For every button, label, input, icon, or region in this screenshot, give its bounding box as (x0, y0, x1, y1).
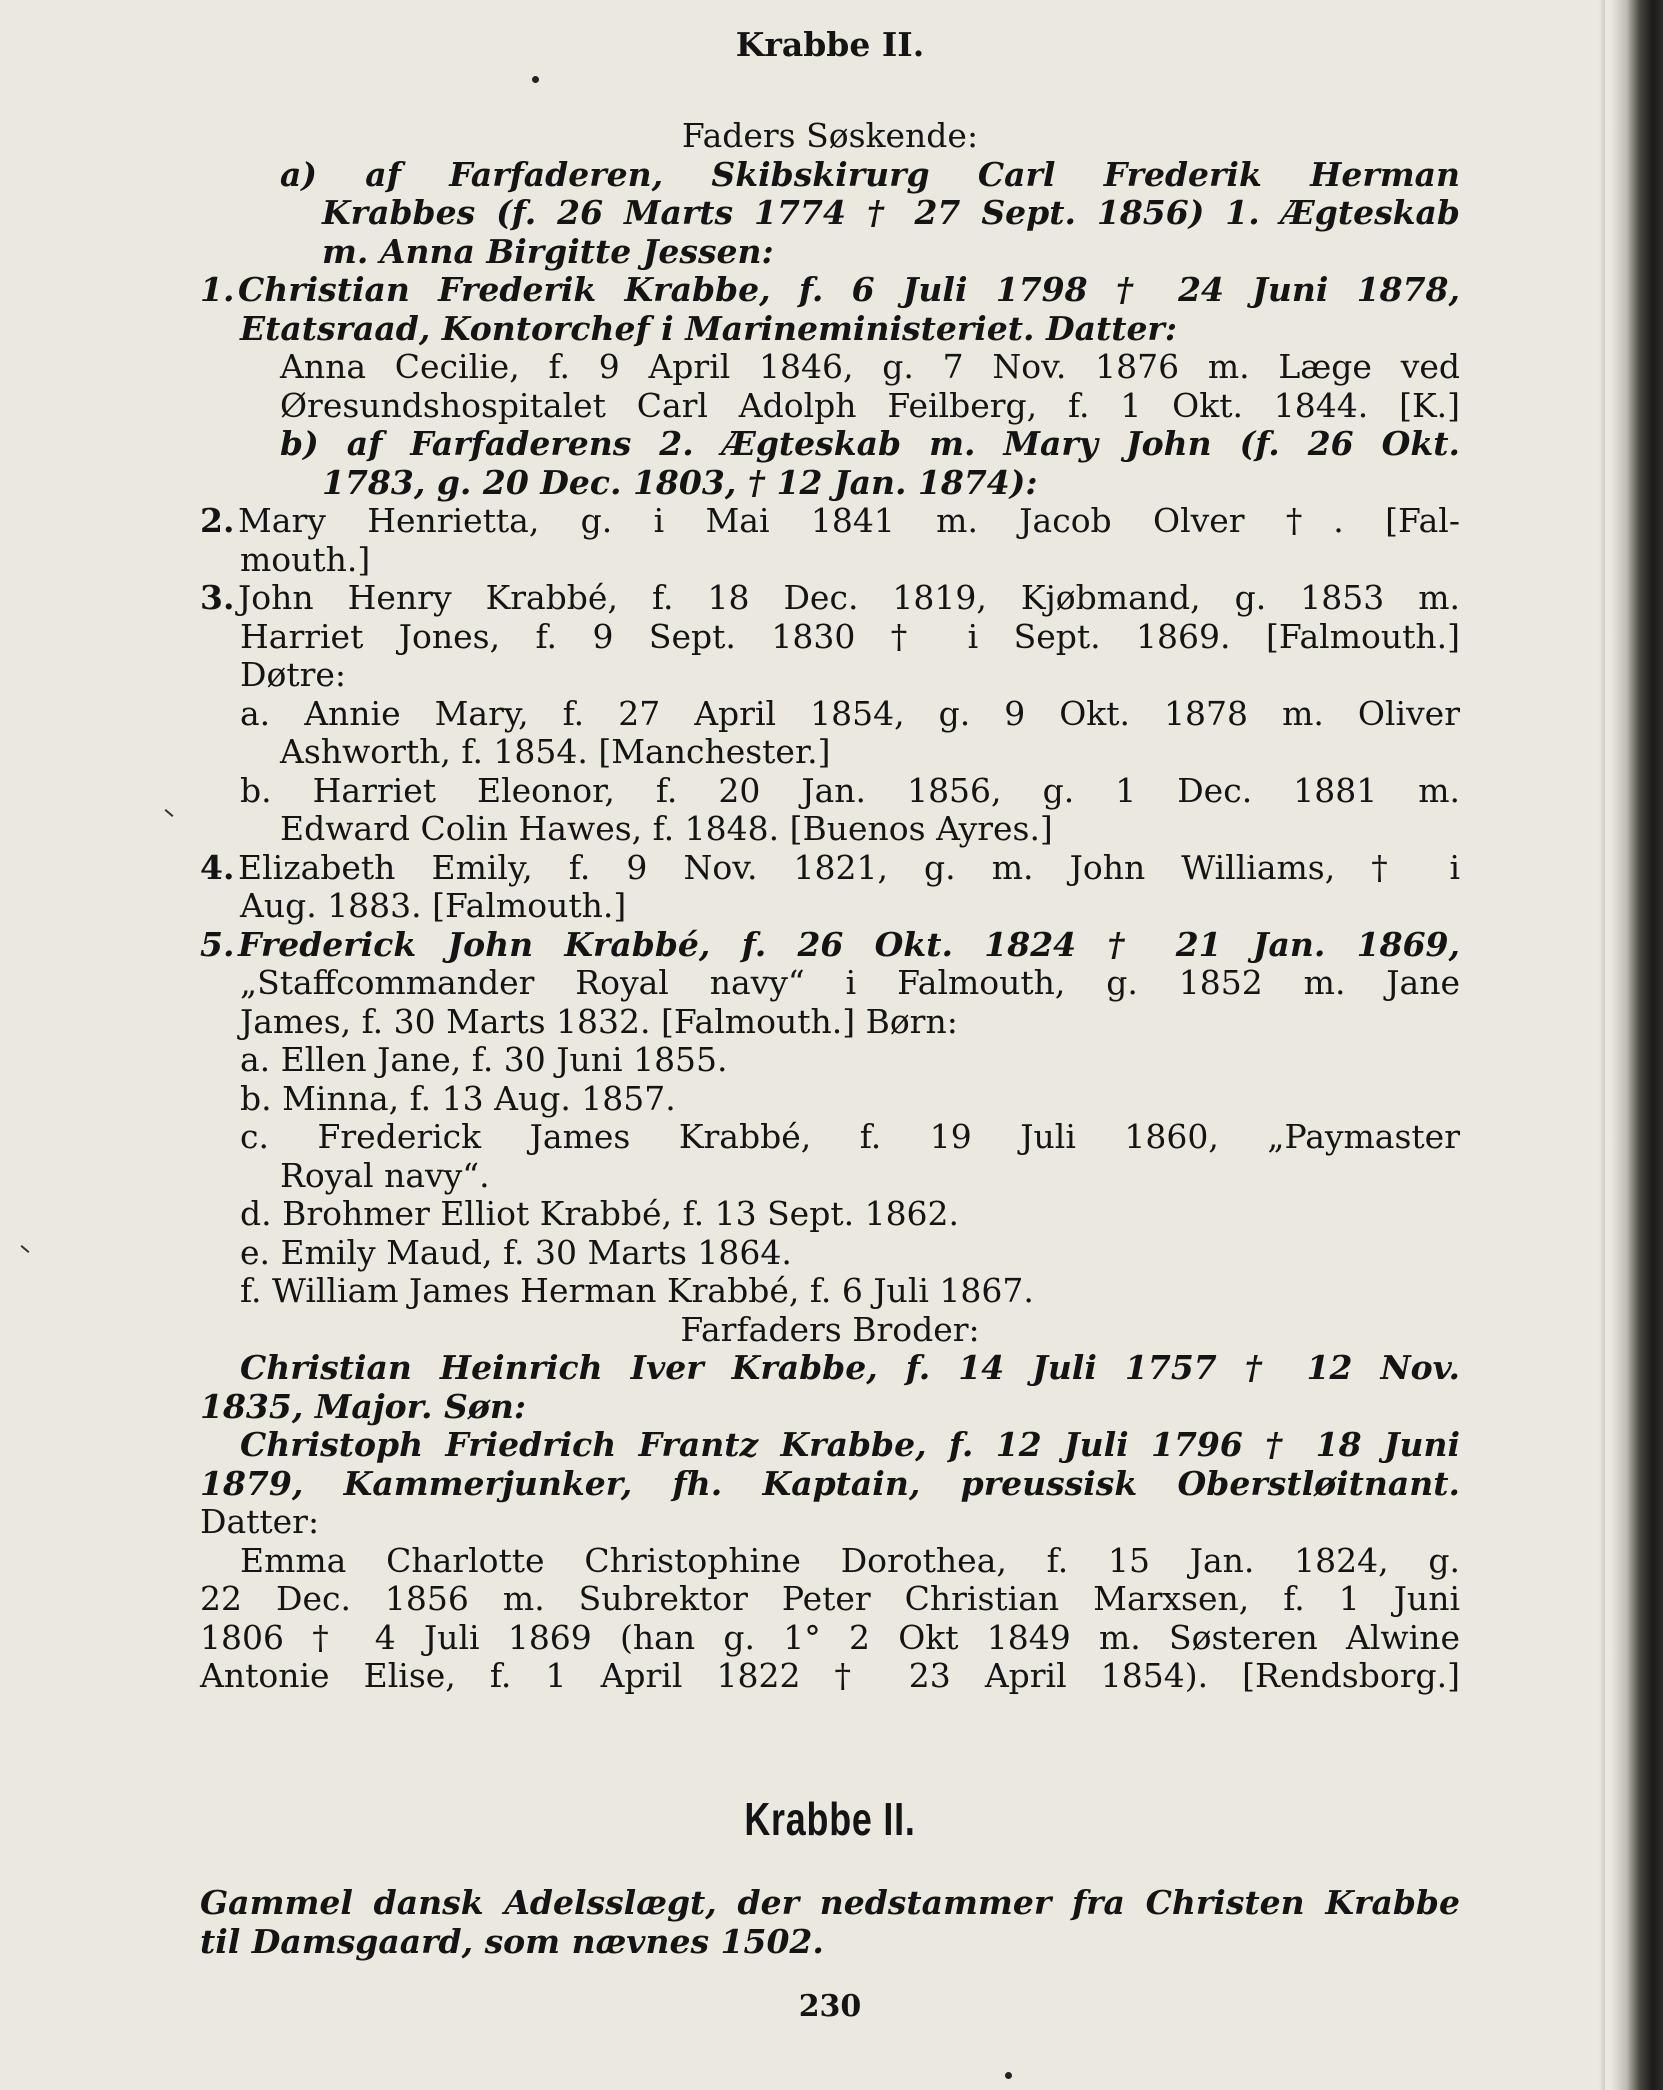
text-line (200, 348, 1460, 387)
line-text: Anna Cecilie, f. 9 April 1846, g. 7 Nov. 1876 m. Læge ved (280, 347, 1460, 386)
line-text: 1835, Major. Søn: (200, 1386, 527, 1426)
line-text: Aug. 1883. [Falmouth.] (240, 886, 627, 925)
line-text: a. Annie Mary, f. 27 April 1854, g. 9 Okt. 1878 m. Oliver (240, 693, 1460, 733)
line-text: Mary Henrietta, g. i Mai 1841 m. Jacob Olver †. [Fal- (238, 501, 1460, 540)
line-text: Emma Charlotte Christophine Dorothea, f. 15 Jan. 1824, g. (240, 1540, 1460, 1580)
line-text: e. Emily Maud, f. 30 Marts 1864. (240, 1232, 792, 1272)
text-line (200, 156, 1460, 195)
running-header: Krabbe II. (735, 25, 925, 64)
text-line (200, 810, 1460, 849)
text-line (200, 695, 1460, 734)
entry-number: 5. (200, 924, 235, 964)
ink-speck (1005, 2072, 1012, 2079)
line-text: mouth.] (240, 539, 371, 579)
binding-shadow (1599, 0, 1605, 2090)
text-line (200, 1003, 1460, 1042)
line-text: Royal navy“. (280, 1155, 490, 1195)
line-text: b. Minna, f. 13 Aug. 1857. (240, 1078, 676, 1118)
line-text: „Staffcommander Royal navy“ i Falmouth, g. 1852 m. Jane (240, 963, 1460, 1002)
page-number: 230 (798, 1989, 862, 2024)
text-line (200, 1195, 1460, 1234)
line-text: Krabbes (f. 26 Marts 1774 † 27 Sept. 1856) 1. Ægteskab (322, 193, 1460, 232)
text-line (200, 618, 1460, 657)
text-line (200, 1657, 1460, 1696)
text-line (200, 1426, 1460, 1465)
line-text: m. Anna Birgitte Jessen: (322, 231, 774, 271)
line-text: James, f. 30 Marts 1832. [Falmouth.] Børn: (240, 1001, 958, 1041)
text-line (200, 271, 1460, 310)
text-line (200, 233, 1460, 272)
section-description (200, 1884, 1460, 1961)
text-line (200, 1542, 1460, 1581)
text-line (200, 1118, 1460, 1157)
line-text: Christian Frederik Krabbe, f. 6 Juli 1798 † 24 Juni 1878, (238, 270, 1460, 309)
line-text: Edward Colin Hawes, f. 1848. [Buenos Ayres.] (280, 809, 1053, 848)
line-text: Farfaders Broder: (680, 1309, 980, 1349)
text-line (200, 926, 1460, 965)
text-line (200, 1041, 1460, 1080)
text-line (200, 1311, 1460, 1350)
line-text: Etatsraad, Kontorchef i Marineministeriet. Datter: (240, 308, 1178, 348)
line-text: Faders Søskende: (681, 116, 979, 155)
line-text: a) af Farfaderen, Skibskirurg Carl Frederik Herman (280, 154, 1460, 194)
text-line (200, 310, 1460, 349)
text-line (200, 1349, 1460, 1388)
line-text: c. Frederick James Krabbé, f. 19 Juli 1860, „Paymaster (240, 1117, 1460, 1156)
entry-number: 1. (200, 270, 235, 309)
line-text: d. Brohmer Elliot Krabbé, f. 13 Sept. 1862. (240, 1194, 960, 1233)
text-line (200, 387, 1460, 426)
text-line (200, 425, 1460, 464)
entry-number: 2. (200, 501, 235, 540)
text-line (200, 541, 1460, 580)
line-text: Harriet Jones, f. 9 Sept. 1830 † i Sept. 1869. [Falmouth.] (240, 616, 1460, 656)
line-text: Christian Heinrich Iver Krabbe, f. 14 Juli 1757 † 12 Nov. (240, 1348, 1460, 1387)
text-line (200, 1619, 1460, 1658)
text-line (200, 733, 1460, 772)
entry-number: 3. (200, 578, 235, 617)
line-text: Christoph Friedrich Frantz Krabbe, f. 12 Juli 1796 † 18 Juni (240, 1425, 1460, 1464)
line-text: b. Harriet Eleonor, f. 20 Jan. 1856, g. 1 Dec. 1881 m. (240, 770, 1460, 810)
body-text (200, 117, 1460, 1696)
line-text: Antonie Elise, f. 1 April 1822 † 23 April 1854). [Rendsborg.] (200, 1656, 1460, 1695)
text-line (200, 194, 1460, 233)
section-description-line: til Damsgaard, som nævnes 1502. (200, 1921, 824, 1961)
entry-number: 4. (200, 847, 235, 887)
line-text: b) af Farfaderens 2. Ægteskab m. Mary John (f. 26 Okt. (280, 424, 1460, 463)
text-line (200, 1580, 1460, 1619)
line-text: Ashworth, f. 1854. [Manchester.] (280, 732, 831, 771)
line-text: John Henry Krabbé, f. 18 Dec. 1819, Kjøbmand, g. 1853 m. (238, 578, 1460, 617)
text-line (200, 1503, 1460, 1542)
line-text: Elizabeth Emily, f. 9 Nov. 1821, g. m. John Williams, † i (238, 847, 1460, 887)
line-text: a. Ellen Jane, f. 30 Juni 1855. (240, 1040, 728, 1079)
line-text: f. William James Herman Krabbé, f. 6 Juli 1867. (240, 1271, 1034, 1310)
line-text: Døtre: (240, 655, 347, 694)
text-line (200, 117, 1460, 156)
text-line (200, 1157, 1460, 1196)
line-text: 1783, g. 20 Dec. 1803, † 12 Jan. 1874): (322, 462, 1038, 502)
text-line (200, 579, 1460, 618)
line-text: 22 Dec. 1856 m. Subrektor Peter Christian Marxsen, f. 1 Juni (200, 1579, 1460, 1618)
line-text: Datter: (200, 1502, 320, 1541)
text-line (200, 1234, 1460, 1273)
text-line (200, 887, 1460, 926)
text-line (200, 1272, 1460, 1311)
text-line (200, 464, 1460, 503)
text-line (200, 1388, 1460, 1427)
line-text: Øresundshospitalet Carl Adolph Feilberg, f. 1 Okt. 1844. [K.] (280, 385, 1460, 425)
text-line (200, 1080, 1460, 1119)
line-text: Frederick John Krabbé, f. 26 Okt. 1824 † 21 Jan. 1869, (238, 924, 1460, 964)
ink-speck (532, 76, 539, 83)
text-line (200, 502, 1460, 541)
book-spine (1611, 0, 1663, 2090)
text-line (200, 772, 1460, 811)
text-line (200, 656, 1460, 695)
section-title: Krabbe II. (744, 1793, 916, 1845)
text-line (200, 964, 1460, 1003)
ink-speck (21, 1245, 30, 1253)
text-line (200, 849, 1460, 888)
line-text: 1879, Kammerjunker, fh. Kaptain, preussisk Oberstløitnant. (200, 1463, 1460, 1503)
line-text: 1806 † 4 Juli 1869 (han g. 1° 2 Okt 1849 m. Søsteren Alwine (200, 1617, 1460, 1657)
text-line (200, 1465, 1460, 1504)
ink-speck (165, 809, 174, 817)
section-description-line: Gammel dansk Adelsslægt, der nedstammer fra Christen Krabbe (200, 1883, 1460, 1922)
